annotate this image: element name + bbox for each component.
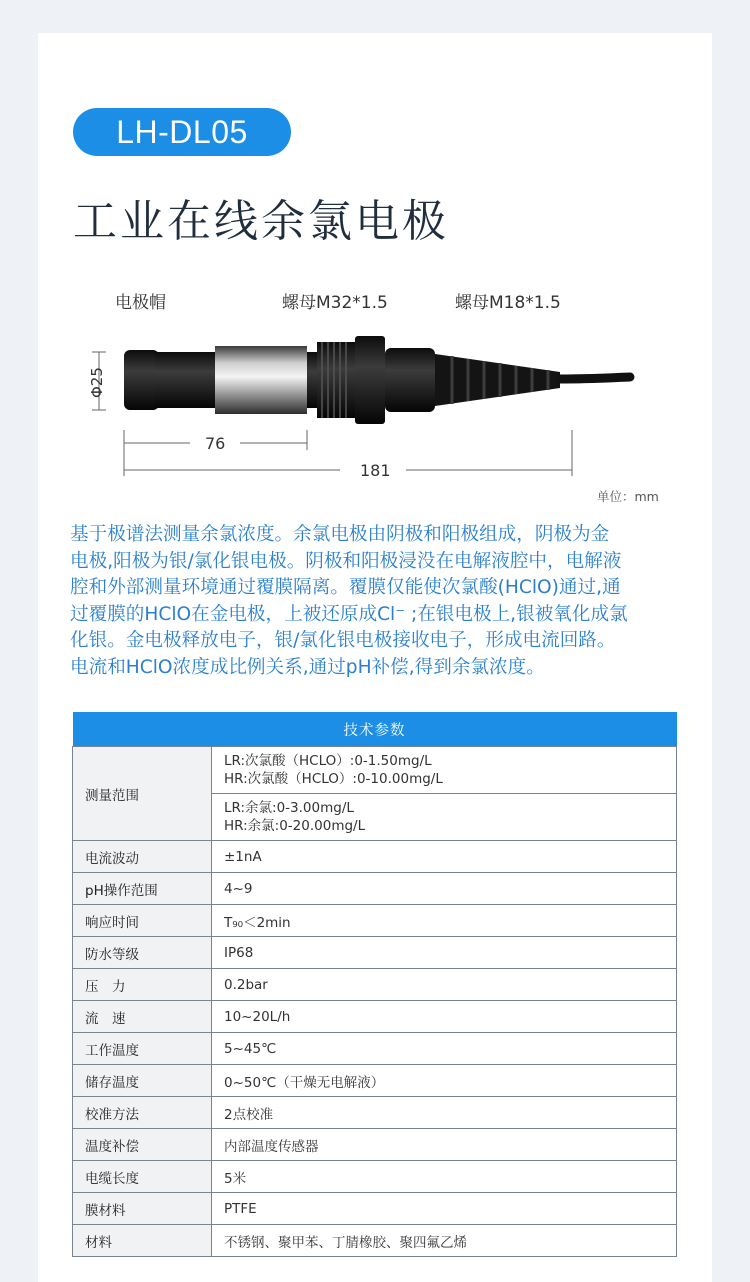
table-row bbox=[73, 747, 677, 794]
spec-value: 2点校准 bbox=[212, 1097, 677, 1129]
dim-76-label: 76 bbox=[205, 434, 226, 453]
unit-label: 单位：mm bbox=[597, 489, 659, 504]
range-line: HR:余氯:0-20.00mg/L bbox=[224, 818, 366, 834]
range-line: HR:次氯酸（HCLO）:0-10.00mg/L bbox=[224, 771, 443, 787]
spec-table-header: 技术参数 bbox=[73, 712, 677, 747]
spec-value: 0~50℃（干燥无电解液） bbox=[212, 1065, 677, 1097]
description-line: 基于极谱法测量余氯浓度。余氯电极由阴极和阳极组成，阴极为金 bbox=[70, 524, 610, 545]
spec-value: 不锈钢、聚甲苯、丁腈橡胶、聚四氟乙烯 bbox=[212, 1225, 677, 1257]
spec-key: 工作温度 bbox=[73, 1033, 212, 1065]
page-title: 工业在线余氯电极 bbox=[73, 196, 449, 247]
table-row bbox=[73, 1225, 677, 1257]
spec-key: 压 力 bbox=[73, 969, 212, 1001]
spec-value: 0.2bar bbox=[212, 969, 677, 1001]
range-label: 测量范围 bbox=[73, 747, 212, 841]
model-badge: LH-DL05 bbox=[73, 108, 291, 156]
spec-value: 5~45℃ bbox=[212, 1033, 677, 1065]
table-row bbox=[73, 1097, 677, 1129]
range-line: LR:余氯:0-3.00mg/L bbox=[224, 800, 354, 816]
description-line: 电流和HClO浓度成比例关系,通过pH补偿,得到余氯浓度。 bbox=[70, 656, 545, 678]
range-line: LR:次氯酸（HCLO）:0-1.50mg/L bbox=[224, 753, 432, 769]
spec-key: 防水等级 bbox=[73, 937, 212, 969]
spec-value: ±1nA bbox=[212, 841, 677, 873]
description-line: 过覆膜的HClO在金电极，上被还原成Cl⁻ ;在银电极上,银被氧化成氯 bbox=[70, 603, 628, 625]
dim-181-label: 181 bbox=[360, 461, 391, 480]
diameter-label: Φ25 bbox=[88, 367, 106, 398]
spec-key: 材料 bbox=[73, 1225, 212, 1257]
range-value-hclo bbox=[212, 747, 677, 794]
table-row bbox=[73, 1033, 677, 1065]
description-line: 电极,阳极为银/氯化银电极。阴极和阳极浸没在电解液腔中，电解液 bbox=[70, 550, 622, 572]
spec-key: 电缆长度 bbox=[73, 1161, 212, 1193]
spec-table bbox=[72, 712, 677, 1257]
table-row bbox=[73, 1161, 677, 1193]
spec-key: pH操作范围 bbox=[73, 873, 212, 905]
description bbox=[70, 522, 680, 681]
table-row bbox=[73, 1129, 677, 1161]
table-row bbox=[73, 1193, 677, 1225]
spec-value: 内部温度传感器 bbox=[212, 1129, 677, 1161]
table-row bbox=[73, 841, 677, 873]
spec-key: 温度补偿 bbox=[73, 1129, 212, 1161]
spec-value: 5米 bbox=[212, 1161, 677, 1193]
nut-m32-label: 螺母M32*1.5 bbox=[282, 293, 388, 313]
description-line: 化银。金电极释放电子，银/氯化银电极接收电子，形成电流回路。 bbox=[70, 630, 616, 651]
nut-m18-label: 螺母M18*1.5 bbox=[455, 293, 561, 313]
table-row bbox=[73, 905, 677, 937]
spec-value: PTFE bbox=[212, 1193, 677, 1225]
table-row bbox=[73, 937, 677, 969]
spec-value: T₉₀＜2min bbox=[212, 905, 677, 937]
table-row bbox=[73, 873, 677, 905]
spec-value: IP68 bbox=[212, 937, 677, 969]
spec-key: 响应时间 bbox=[73, 905, 212, 937]
table-row bbox=[73, 969, 677, 1001]
spec-value: 4~9 bbox=[212, 873, 677, 905]
spec-key: 储存温度 bbox=[73, 1065, 212, 1097]
description-line: 腔和外部测量环境通过覆膜隔离。覆膜仅能使次氯酸(HClO)通过,通 bbox=[70, 577, 621, 598]
table-row bbox=[73, 1065, 677, 1097]
spec-key: 校准方法 bbox=[73, 1097, 212, 1129]
cap-label: 电极帽 bbox=[115, 293, 166, 313]
spec-key: 流 速 bbox=[73, 1001, 212, 1033]
spec-key: 电流波动 bbox=[73, 841, 212, 873]
range-value-chlorine bbox=[212, 794, 677, 841]
electrode-diagram bbox=[60, 280, 700, 510]
spec-key: 膜材料 bbox=[73, 1193, 212, 1225]
table-row bbox=[73, 1001, 677, 1033]
spec-value: 10~20L/h bbox=[212, 1001, 677, 1033]
